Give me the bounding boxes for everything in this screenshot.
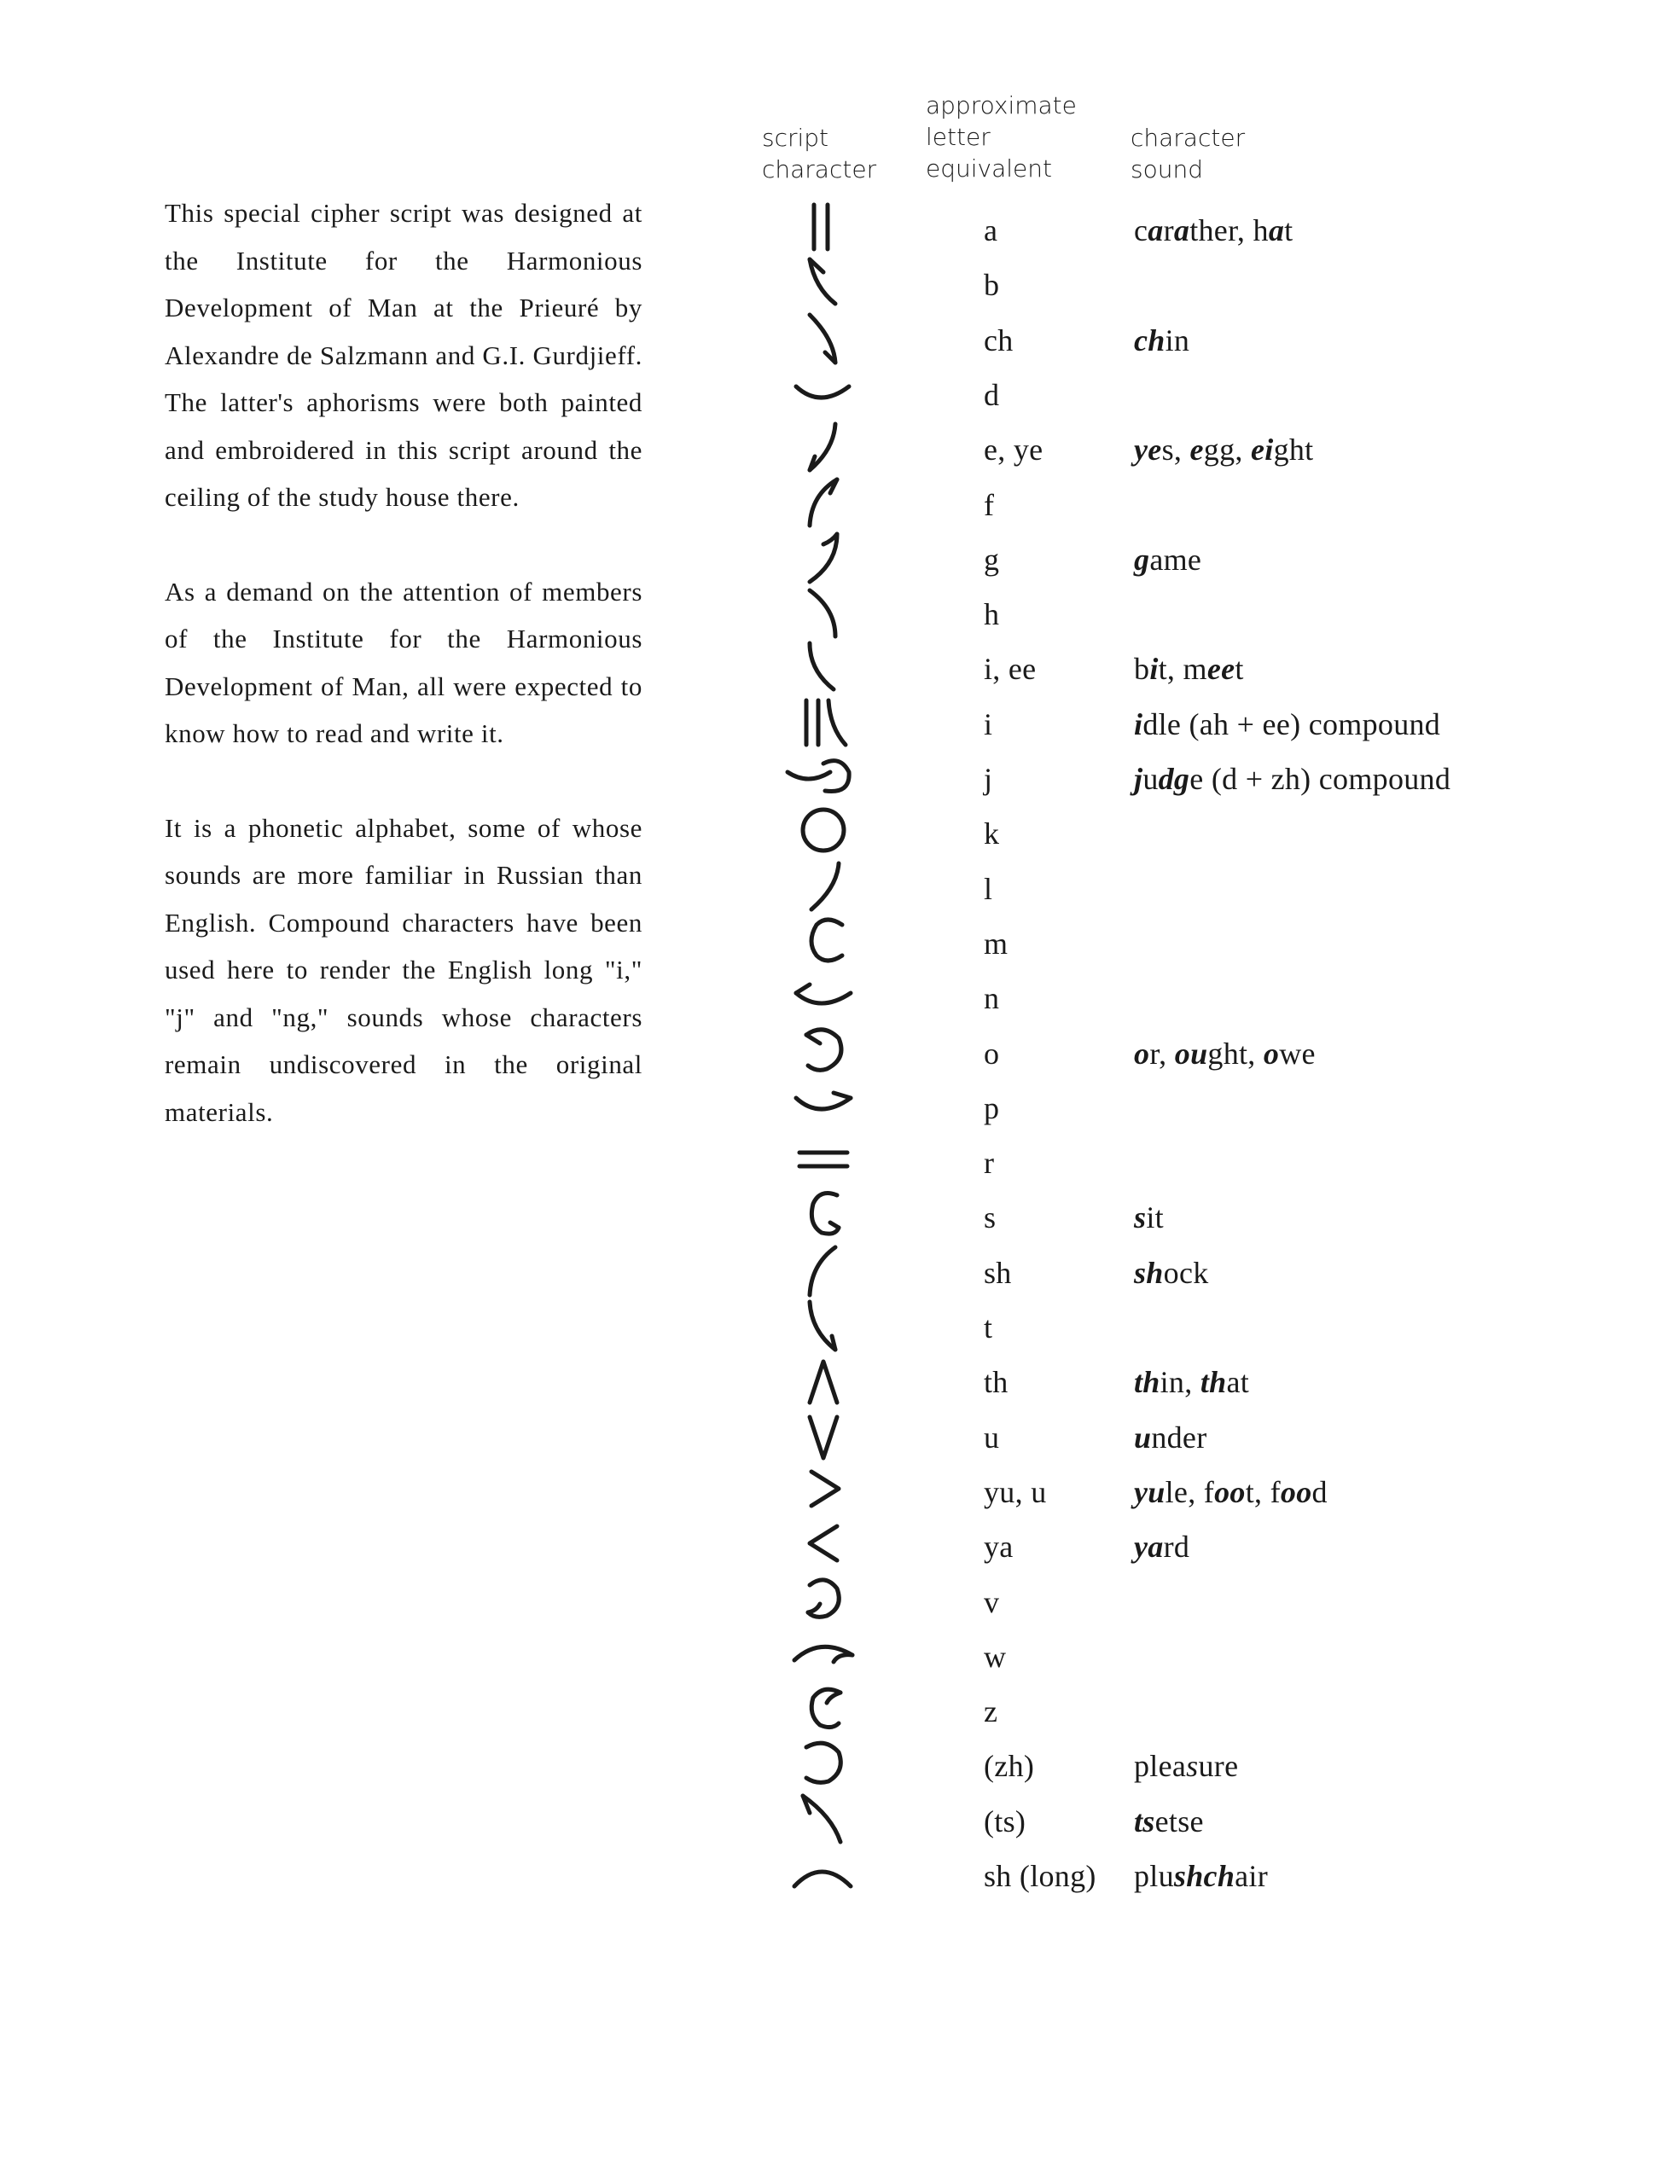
table-row: [0, 1300, 1680, 1355]
arc-right-bulge-icon: [772, 587, 866, 642]
character-sound: [1134, 539, 1201, 580]
sound-text: it: [1146, 1200, 1164, 1235]
letter-equivalent: b: [984, 268, 1000, 303]
sound-emphasis: j: [1134, 762, 1143, 796]
sound-text: ther, h: [1189, 213, 1269, 247]
arc-hook-top-left-icon: [772, 258, 866, 312]
double-horizontal-bar-icon: [772, 1136, 866, 1190]
sound-emphasis: a: [1268, 213, 1285, 247]
character-sound: [1134, 320, 1189, 361]
c-top-hook-icon: [772, 1684, 866, 1739]
script-glyph-icon: [772, 532, 866, 587]
letter-equivalent: s: [984, 1200, 997, 1235]
intro-paragraph-1: This special cipher script was designed at the Institute for the Harmonious Development of Man at the Prieuré by Alexandre de Salzmann and G.I. Gurdjieff. The latter's aphorisms were both painted and embroidered in this script around the ceiling of the study house there.: [165, 198, 642, 512]
letter-equivalent: th: [984, 1365, 1009, 1400]
cap-arc-icon: [772, 1849, 866, 1903]
letter-equivalent: t: [984, 1310, 993, 1345]
letter-equivalent: h: [984, 597, 1000, 632]
sound-text: ure: [1198, 1749, 1239, 1784]
sound-text: d: [1311, 1474, 1328, 1509]
cup-hook-right-icon: [772, 1081, 866, 1136]
script-glyph-icon: [772, 1794, 866, 1849]
reverse-c-hook-icon: [772, 1026, 866, 1081]
sound-text: gg,: [1203, 433, 1251, 468]
script-glyph-icon: [772, 1849, 866, 1903]
reverse-c-inner-hook-icon: [772, 1575, 866, 1629]
cup-with-loop-icon: [772, 752, 866, 806]
letter-equivalent: (ts): [984, 1804, 1026, 1838]
slash-arc-icon: [772, 862, 866, 916]
sound-emphasis: s: [1134, 1200, 1147, 1235]
table-row: [0, 1355, 1680, 1409]
sound-emphasis: e: [1189, 433, 1204, 468]
intro-paragraph-2: As a demand on the attention of members of the Institute for the Harmonious Development of Man, all were expected to know how to read and write it.: [165, 576, 642, 748]
script-glyph-icon: [772, 862, 866, 916]
table-row: [0, 1794, 1680, 1849]
sound-emphasis: u: [1134, 1420, 1152, 1455]
letter-equivalent: ya: [984, 1530, 1014, 1565]
sound-emphasis: sh: [1134, 1255, 1164, 1290]
table-row: [0, 916, 1680, 971]
letter-equivalent: ch: [984, 322, 1014, 357]
sound-emphasis: ts: [1134, 1804, 1155, 1838]
character-sound: [1134, 648, 1244, 689]
header-line: letter: [926, 123, 991, 151]
character-sound: [1134, 1856, 1268, 1896]
sound-text: in,: [1160, 1365, 1200, 1400]
sound-emphasis: ch: [1134, 322, 1166, 357]
sound-emphasis: g: [1134, 542, 1150, 577]
script-glyph-icon: [772, 1410, 866, 1465]
sound-text: in: [1165, 322, 1190, 357]
character-sound: [1134, 210, 1293, 251]
table-row: [0, 1629, 1680, 1684]
table-row: [0, 1519, 1680, 1574]
letter-equivalent: v: [984, 1584, 1000, 1619]
sound-emphasis: i: [1149, 652, 1159, 687]
header-letter-equivalent: [926, 90, 1077, 184]
script-glyph-icon: [772, 806, 866, 861]
sound-text: ame: [1149, 542, 1202, 577]
caret-up-icon: [772, 1355, 866, 1409]
table-row: [0, 1081, 1680, 1136]
script-glyph-icon: [772, 1684, 866, 1739]
letter-equivalent: p: [984, 1090, 1000, 1125]
angle-right-icon: [772, 1465, 866, 1519]
sound-text: r,: [1149, 1036, 1175, 1071]
script-glyph-icon: [772, 203, 866, 258]
arc-hook-top-curl-icon: [772, 532, 866, 587]
sound-emphasis: ye: [1134, 433, 1162, 468]
sound-emphasis: dg: [1158, 762, 1190, 796]
sound-text: s,: [1161, 433, 1190, 468]
sound-emphasis: th: [1200, 1365, 1227, 1400]
table-row: [0, 1849, 1680, 1903]
character-sound: [1134, 1801, 1204, 1842]
arc-hook-down-icon: [772, 1300, 866, 1355]
sound-emphasis: yu: [1134, 1474, 1166, 1509]
sound-text: t: [1284, 213, 1293, 247]
sound-emphasis: i: [1134, 706, 1143, 741]
double-vertical-bar-icon: [772, 203, 866, 258]
sound-emphasis: a: [1148, 213, 1164, 247]
circle-icon: [772, 806, 866, 861]
letter-equivalent: e, ye: [984, 433, 1043, 468]
sound-emphasis: s: [1186, 1749, 1199, 1784]
character-sound: [1134, 429, 1313, 470]
header-line: character: [1131, 124, 1246, 152]
c-with-inner-hook-icon: [772, 1190, 866, 1245]
letter-equivalent: i, ee: [984, 652, 1037, 687]
character-sound: [1134, 1033, 1316, 1074]
script-glyph-icon: [772, 642, 866, 696]
letter-equivalent: d: [984, 377, 1000, 412]
letter-equivalent: g: [984, 542, 1000, 577]
script-glyph-icon: [772, 1300, 866, 1355]
cup-hook-left-icon: [772, 971, 866, 1025]
script-glyph-icon: [772, 1739, 866, 1793]
reverse-c-icon: [772, 1739, 866, 1793]
script-glyph-icon: [772, 313, 866, 368]
arc-hook-top-right-icon: [772, 478, 866, 532]
arc-left-top-icon: [772, 1246, 866, 1300]
sound-text: at: [1226, 1365, 1250, 1400]
sound-emphasis: oo: [1214, 1474, 1246, 1509]
script-glyph-icon: [772, 368, 866, 422]
sound-emphasis: oo: [1280, 1474, 1312, 1509]
sound-text: b: [1134, 652, 1150, 687]
table-row: [0, 532, 1680, 587]
table-row: [0, 203, 1680, 258]
header-line: equivalent: [926, 154, 1052, 183]
script-glyph-icon: [772, 971, 866, 1025]
sound-text: le, f: [1165, 1474, 1215, 1509]
table-row: [0, 1190, 1680, 1245]
letter-equivalent: m: [984, 926, 1009, 961]
header-line: script: [762, 124, 829, 152]
table-row: [0, 752, 1680, 806]
header-line: character: [762, 155, 877, 183]
sound-emphasis: ou: [1174, 1036, 1208, 1071]
script-glyph-icon: [772, 478, 866, 532]
intro-paragraph-3: It is a phonetic alphabet, some of whose sounds are more familiar in Russian than English. Compound characters have been used here to render the English long "i," "j" and "ng," sounds whose characters remain undiscovered in the original materials.: [165, 812, 642, 1127]
table-row: [0, 1684, 1680, 1739]
letter-equivalent: f: [984, 487, 995, 522]
table-row: [0, 1136, 1680, 1190]
cap-hook-right-icon: [772, 1629, 866, 1684]
arc-hook-bottom-left-icon: [772, 422, 866, 477]
open-c-icon: [772, 916, 866, 971]
script-glyph-icon: [772, 1355, 866, 1409]
character-sound: [1134, 1526, 1189, 1567]
letter-equivalent: z: [984, 1694, 998, 1729]
sound-emphasis: th: [1134, 1365, 1160, 1400]
sound-text: ght,: [1207, 1036, 1264, 1071]
script-glyph-icon: [772, 587, 866, 642]
sound-emphasis: ee: [1206, 652, 1235, 687]
sound-text: rd: [1163, 1530, 1190, 1565]
script-glyph-icon: [772, 752, 866, 806]
letter-equivalent: sh: [984, 1255, 1012, 1290]
sound-text: etse: [1154, 1804, 1204, 1838]
sound-emphasis: a: [1173, 213, 1190, 247]
sound-text: plu: [1134, 1859, 1174, 1893]
letter-equivalent: l: [984, 871, 993, 906]
sound-text: we: [1279, 1036, 1316, 1071]
sound-text: t, m: [1158, 652, 1207, 687]
table-row: [0, 1410, 1680, 1465]
table-row: [0, 642, 1680, 696]
sound-text: plea: [1134, 1749, 1187, 1784]
table-row: [0, 1575, 1680, 1629]
table-row: [0, 587, 1680, 642]
script-glyph-icon: [772, 1190, 866, 1245]
sound-text: c: [1134, 213, 1148, 247]
header-script-character: [762, 122, 876, 185]
letter-equivalent: r: [984, 1146, 995, 1181]
letter-equivalent: j: [984, 762, 993, 796]
character-sound: [1134, 1362, 1249, 1403]
caret-down-icon: [772, 1410, 866, 1465]
arc-hook-bottom-right-icon: [772, 313, 866, 368]
table-row: [0, 422, 1680, 477]
cup-arc-icon: [772, 368, 866, 422]
arc-hook-top-left-steep-icon: [772, 1794, 866, 1849]
header-character-sound: [1131, 122, 1245, 185]
angle-left-icon: [772, 1519, 866, 1574]
script-glyph-icon: [772, 422, 866, 477]
character-sound: [1134, 1472, 1328, 1513]
script-glyph-icon: [772, 916, 866, 971]
script-glyph-icon: [772, 1136, 866, 1190]
letter-equivalent: i: [984, 706, 993, 741]
table-row: [0, 1246, 1680, 1300]
character-sound: [1134, 704, 1440, 745]
letter-equivalent: n: [984, 981, 1000, 1016]
letter-equivalent: yu, u: [984, 1474, 1047, 1509]
table-row: [0, 697, 1680, 752]
character-sound: [1134, 1417, 1207, 1458]
sound-text: t, f: [1245, 1474, 1281, 1509]
letter-equivalent: a: [984, 213, 998, 247]
script-glyph-icon: [772, 1575, 866, 1629]
character-sound: [1134, 1745, 1238, 1786]
script-glyph-icon: [772, 1629, 866, 1684]
sound-text: u: [1142, 762, 1159, 796]
table-row: [0, 1739, 1680, 1793]
script-glyph-icon: [772, 1081, 866, 1136]
script-glyph-icon: [772, 697, 866, 752]
sound-emphasis: o: [1263, 1036, 1280, 1071]
table-row: [0, 1026, 1680, 1081]
script-glyph-icon: [772, 1519, 866, 1574]
table-row: [0, 971, 1680, 1025]
sound-text: dle (ah + ee) compound: [1142, 706, 1441, 741]
double-bar-with-arc-icon: [772, 697, 866, 752]
sound-emphasis: ei: [1250, 433, 1274, 468]
table-row: [0, 806, 1680, 861]
table-row: [0, 368, 1680, 422]
arc-left-bulge-icon: [772, 642, 866, 696]
sound-emphasis: shch: [1173, 1859, 1235, 1893]
header-line: approximate: [926, 91, 1077, 119]
table-row: [0, 258, 1680, 312]
letter-equivalent: u: [984, 1420, 1000, 1455]
table-row: [0, 1465, 1680, 1519]
letter-equivalent: k: [984, 816, 1000, 851]
sound-emphasis: ya: [1134, 1530, 1164, 1565]
script-glyph-icon: [772, 1026, 866, 1081]
sound-text: ght: [1273, 433, 1314, 468]
letter-equivalent: o: [984, 1036, 1000, 1071]
sound-text: air: [1235, 1859, 1269, 1893]
sound-text: t: [1235, 652, 1244, 687]
sound-text: r: [1163, 213, 1174, 247]
table-row: [0, 862, 1680, 916]
script-glyph-icon: [772, 258, 866, 312]
character-sound: [1134, 758, 1450, 799]
sound-text: nder: [1151, 1420, 1207, 1455]
character-sound: [1134, 1252, 1209, 1293]
character-sound: [1134, 1197, 1164, 1238]
header-line: sound: [1131, 155, 1203, 183]
script-glyph-icon: [772, 1465, 866, 1519]
letter-equivalent: (zh): [984, 1749, 1035, 1784]
sound-emphasis: o: [1134, 1036, 1150, 1071]
sound-text: e (d + zh) compound: [1189, 762, 1451, 796]
letter-equivalent: sh (long): [984, 1859, 1096, 1893]
script-glyph-icon: [772, 1246, 866, 1300]
sound-text: ock: [1163, 1255, 1209, 1290]
letter-equivalent: w: [984, 1639, 1007, 1674]
table-row: [0, 313, 1680, 368]
table-row: [0, 478, 1680, 532]
